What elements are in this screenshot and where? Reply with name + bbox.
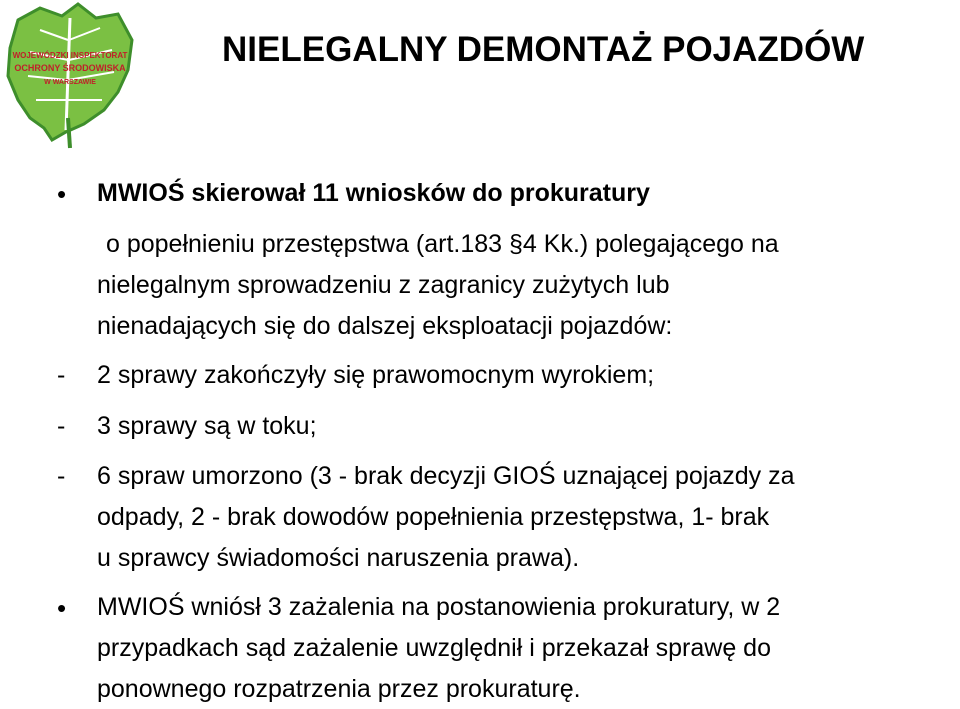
- page-title: NIELEGALNY DEMONTAŻ POJAZDÓW: [222, 30, 865, 69]
- bullet1-line: o popełnieniu przestępstwa (art.183 §4 Kk.) polegającego na: [106, 230, 779, 258]
- logo-text-line3: W WARSZAWIE: [44, 79, 96, 86]
- logo-text-line2: OCHRONY ŚRODOWISKA: [14, 63, 126, 73]
- bullet2-line: ponownego rozpatrzenia przez prokuraturę.: [97, 675, 581, 703]
- dash-item-line: 6 spraw umorzono (3 - brak decyzji GIOŚ uznającej pojazdy za: [97, 462, 795, 490]
- dash-item-line: u sprawcy świadomości naruszenia prawa).: [97, 544, 580, 572]
- bullet-icon: •: [57, 179, 67, 209]
- bullet1-line: nienadających się do dalszej eksploatacji pojazdów:: [97, 312, 673, 340]
- dash-item-line: 3 sprawy są w toku;: [97, 412, 317, 440]
- leaf-emblem-icon: [0, 0, 140, 150]
- logo-text-line1: WOJEWÓDZKI INSPEKTORAT: [12, 51, 128, 60]
- dash-icon: -: [57, 412, 66, 440]
- bullet1-heading: MWIOŚ skierował 11 wniosków do prokuratury: [97, 179, 650, 207]
- bullet1-line: nielegalnym sprowadzeniu z zagranicy zużytych lub: [97, 271, 670, 299]
- dash-icon: -: [57, 361, 66, 389]
- bullet2-line: przypadkach sąd zażalenie uwzględnił i przekazał sprawę do: [97, 634, 771, 662]
- wios-logo: [0, 0, 140, 150]
- dash-icon: -: [57, 462, 66, 490]
- dash-item-line: 2 sprawy zakończyły się prawomocnym wyrokiem;: [97, 361, 655, 389]
- dash-item-line: odpady, 2 - brak dowodów popełnienia przestępstwa, 1- brak: [97, 503, 770, 531]
- bullet-icon: •: [57, 593, 67, 623]
- bullet2-line: MWIOŚ wniósł 3 zażalenia na postanowienia prokuratury, w 2: [97, 593, 781, 621]
